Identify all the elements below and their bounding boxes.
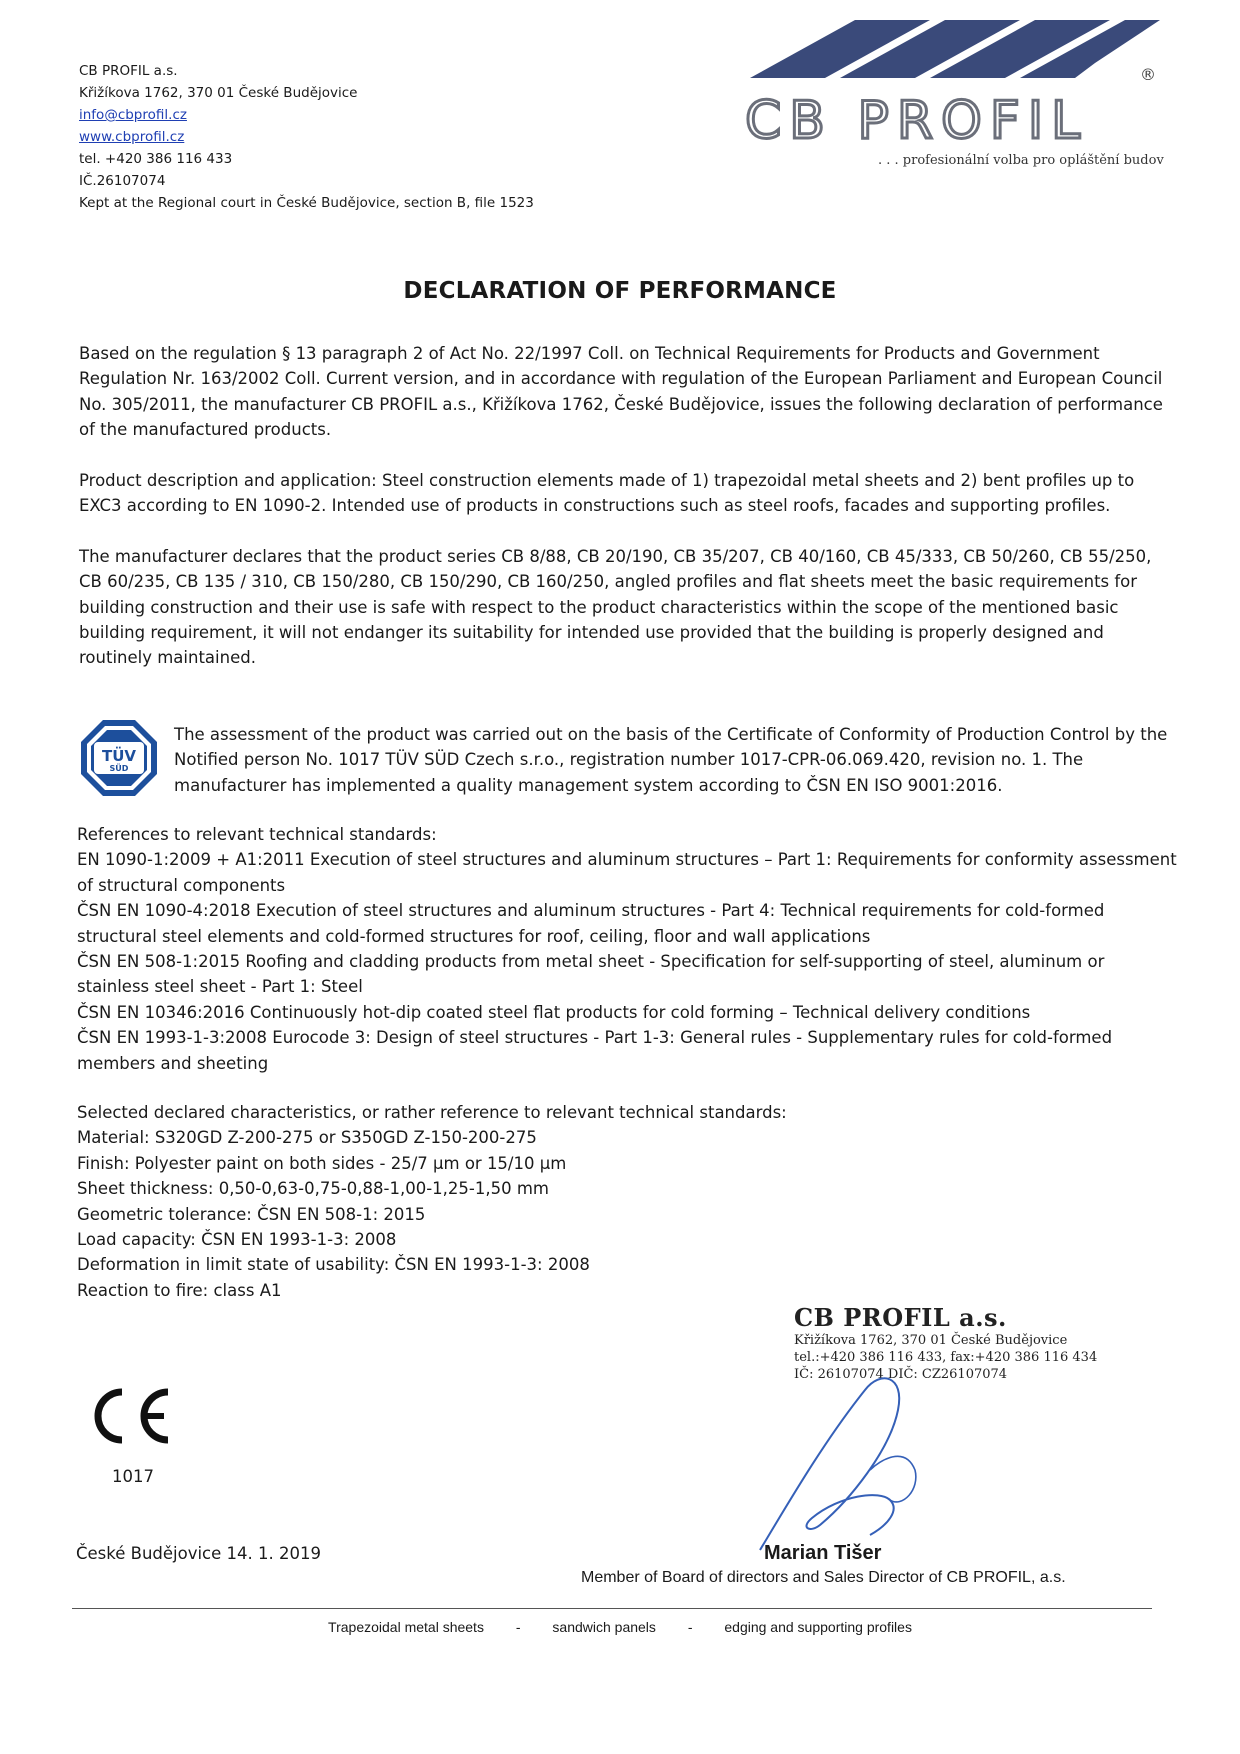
- ce-mark-icon: [84, 1386, 174, 1446]
- notified-body-number: 1017: [112, 1467, 154, 1486]
- footer-separator: -: [687, 1619, 693, 1635]
- document-title: DECLARATION OF PERFORMANCE: [403, 278, 837, 304]
- logo-stripes: [750, 20, 1160, 78]
- references-section: [77, 822, 1177, 1076]
- reference-item: ČSN EN 1993-1-3:2008 Eurocode 3: Design of steel structures - Part 1-3: General rules - Supplementary rules for cold-formed members and sheeting: [77, 1028, 1113, 1073]
- characteristic-item: Sheet thickness: 0,50-0,63-0,75-0,88-1,00-1,25-1,50 mm: [77, 1179, 549, 1199]
- footer-divider: [72, 1608, 1152, 1609]
- manufacturer-declaration-paragraph: The manufacturer declares that the product series CB 8/88, CB 20/190, CB 35/207, CB 40/160, CB 45/333, CB 50/260, CB 55/250, CB 60/235, CB 135 / 310, CB 150/280, CB 150/290, CB 160/250, angled profiles and flat sheets meet the basic requirements for building construction and their use is safe with respect to the product characteristics within the scope of the mentioned basic building requirement, it will not endanger its suitability for intended use provided that the building is properly designed and routinely maintained.: [79, 547, 1152, 668]
- stamp-address: Křižíkova 1762, 370 01 České Budějovice: [794, 1333, 1068, 1348]
- cb-profil-logo: [740, 18, 1170, 168]
- characteristic-item: Finish: Polyester paint on both sides - 25/7 µm or 15/10 µm: [77, 1153, 567, 1173]
- stamp-company-name: CB PROFIL a.s.: [794, 1303, 1007, 1332]
- stamp-ids: IČ: 26107074 DIČ: CZ26107074: [794, 1367, 1008, 1382]
- footer-separator: -: [515, 1619, 521, 1635]
- company-registry: Kept at the Regional court in České Budějovice, section B, file 1523: [79, 195, 534, 211]
- stamp-contacts: tel.:+420 386 116 433, fax:+420 386 116 434: [794, 1350, 1098, 1365]
- assessment-paragraph: The assessment of the product was carried out on the basis of the Certificate of Conformity of Production Control by the Notified person No. 1017 TÜV SÜD Czech s.r.o., registration number 1017-CPR-06.069.420, revision no. 1. The manufacturer has implemented a quality management system according to ČSN EN ISO 9001:2016.: [174, 725, 1168, 795]
- product-description-paragraph: Product description and application: Steel construction elements made of 1) trapezoidal metal sheets and 2) bent profiles up to EXC3 according to EN 1090-2. Intended use of products in constructions such as steel roofs, facades and supporting profiles.: [79, 471, 1135, 516]
- email-link[interactable]: info@cbprofil.cz: [79, 107, 187, 123]
- website-link[interactable]: www.cbprofil.cz: [79, 129, 185, 145]
- signer-name: Marian Tišer: [764, 1542, 882, 1564]
- footer-item: Trapezoidal metal sheets: [328, 1619, 484, 1635]
- reference-item: EN 1090-1:2009 + A1:2011 Execution of steel structures and aluminum structures – Part 1: Requirements for conformity assessment of structural components: [77, 850, 1177, 895]
- company-name: CB PROFIL a.s.: [79, 63, 178, 79]
- characteristic-item: Deformation in limit state of usability: ČSN EN 1993-1-3: 2008: [77, 1255, 590, 1275]
- characteristic-item: Reaction to fire: class A1: [77, 1280, 282, 1300]
- footer-item: sandwich panels: [552, 1619, 656, 1635]
- registered-mark: ®: [1140, 65, 1156, 84]
- logo-tagline: . . . profesionální volba pro opláštění budov: [878, 153, 1164, 168]
- tuv-badge-top: TÜV: [101, 747, 137, 765]
- company-address: [79, 60, 534, 214]
- reference-item: ČSN EN 1090-4:2018 Execution of steel structures and aluminum structures - Part 4: Technical requirements for cold-formed structural steel elements and cold-formed structures for roof, ceiling, floor and wall applications: [77, 901, 1105, 946]
- company-phone: tel. +420 386 116 433: [79, 151, 233, 167]
- reference-item: ČSN EN 10346:2016 Continuously hot-dip coated steel flat products for cold forming – Technical delivery conditions: [77, 1002, 1031, 1022]
- handwritten-signature: [730, 1350, 990, 1560]
- references-heading: References to relevant technical standards:: [77, 825, 437, 844]
- logo-text: CB PROFIL: [745, 91, 1089, 151]
- tuv-badge-bottom: SÜD: [109, 764, 129, 773]
- tuv-sud-badge-icon: [79, 718, 159, 798]
- characteristic-item: Load capacity: ČSN EN 1993-1-3: 2008: [77, 1230, 397, 1250]
- company-ic: IČ.26107074: [79, 173, 166, 189]
- reference-item: ČSN EN 508-1:2015 Roofing and cladding products from metal sheet - Specification for self-supporting of steel, aluminum or stainless steel sheet - Part 1: Steel: [77, 952, 1105, 997]
- characteristic-item: Geometric tolerance: ČSN EN 508-1: 2015: [77, 1204, 426, 1224]
- footer-product-lines: [0, 1619, 1240, 1635]
- footer-item: edging and supporting profiles: [724, 1619, 912, 1635]
- signer-role: Member of Board of directors and Sales Director of CB PROFIL, a.s.: [581, 1569, 1066, 1586]
- characteristic-item: Material: S320GD Z-200-275 or S350GD Z-150-200-275: [77, 1128, 537, 1148]
- characteristics-section: [77, 1100, 1077, 1303]
- company-street: Křižíkova 1762, 370 01 České Budějovice: [79, 85, 358, 101]
- place-and-date: České Budějovice 14. 1. 2019: [76, 1544, 321, 1563]
- characteristics-heading: Selected declared characteristics, or rather reference to relevant technical standards:: [77, 1103, 787, 1122]
- regulation-paragraph: Based on the regulation § 13 paragraph 2 of Act No. 22/1997 Coll. on Technical Requirements for Products and Government Regulation Nr. 163/2002 Coll. Current version, and in accordance with regulation of the European Parliament and European Council No. 305/2011, the manufacturer CB PROFIL a.s., Křižíkova 1762, České Budějovice, issues the following declaration of performance of the manufactured products.: [79, 344, 1163, 439]
